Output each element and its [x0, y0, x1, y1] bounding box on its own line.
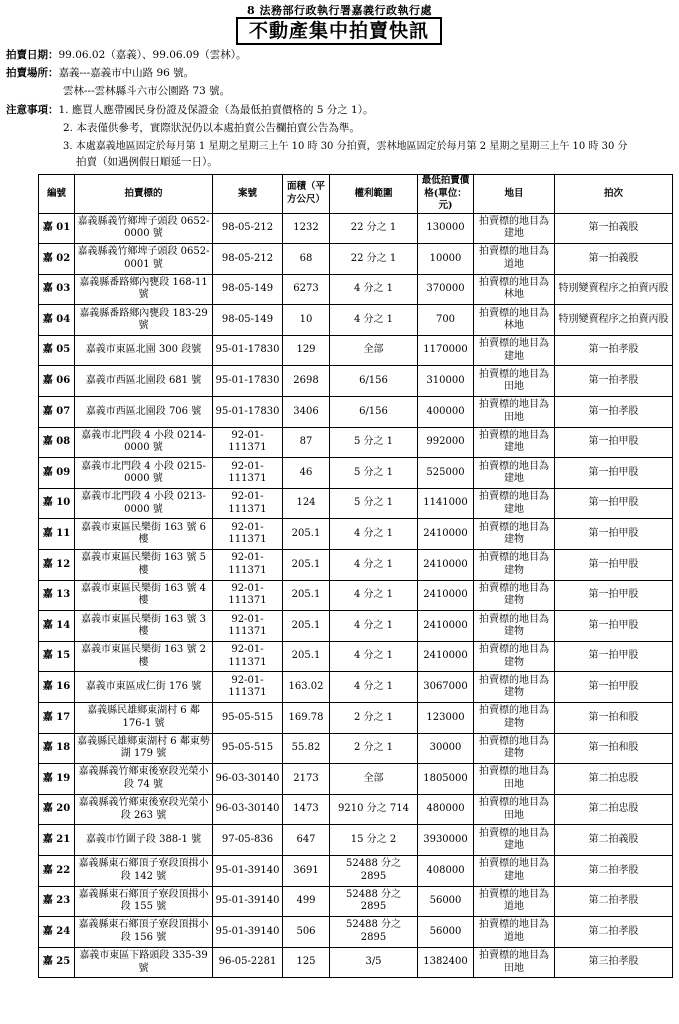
row-no: 嘉 13 — [39, 580, 75, 611]
row-item: 嘉義市西區北園段 706 號 — [75, 397, 213, 428]
row-area: 205.1 — [283, 641, 330, 672]
row-land: 拍賣標的地目為建物 — [474, 550, 555, 581]
row-case: 92-01-111371 — [213, 519, 283, 550]
auction-place-line1: 嘉義---嘉義市中山路 96 號。 — [58, 67, 195, 79]
auction-place — [6, 66, 194, 81]
row-rights: 4 分之 1 — [330, 641, 418, 672]
row-price: 525000 — [418, 458, 474, 489]
row-round: 第二拍孝股 — [555, 917, 673, 948]
table-row — [39, 886, 673, 917]
row-item: 嘉義縣番路鄉內甕段 168-11 號 — [75, 274, 213, 305]
row-land: 拍賣標的地目為田地 — [474, 397, 555, 428]
row-land: 拍賣標的地目為道地 — [474, 917, 555, 948]
row-land: 拍賣標的地目為建地 — [474, 825, 555, 856]
row-item: 嘉義縣番路鄉內甕段 183-29 號 — [75, 305, 213, 336]
row-item: 嘉義縣義竹鄉東後寮段光榮小段 263 號 — [75, 794, 213, 825]
row-land: 拍賣標的地目為道地 — [474, 244, 555, 275]
row-case: 95-01-39140 — [213, 917, 283, 948]
row-item: 嘉義縣民雄鄉東湖村 6 鄰 176-1 號 — [75, 703, 213, 734]
row-round: 第一拍甲股 — [555, 611, 673, 642]
table-row — [39, 366, 673, 397]
row-no: 嘉 04 — [39, 305, 75, 336]
row-price: 992000 — [418, 427, 474, 458]
row-area: 46 — [283, 458, 330, 489]
row-no: 嘉 09 — [39, 458, 75, 489]
row-area: 205.1 — [283, 580, 330, 611]
row-no: 嘉 16 — [39, 672, 75, 703]
row-round: 第一拍甲股 — [555, 458, 673, 489]
row-land: 拍賣標的地目為建地 — [474, 335, 555, 366]
row-price: 10000 — [418, 244, 474, 275]
row-land: 拍賣標的地目為田地 — [474, 947, 555, 978]
row-rights: 4 分之 1 — [330, 580, 418, 611]
row-item: 嘉義縣義竹鄉東後寮段光榮小段 74 號 — [75, 764, 213, 795]
row-price: 1141000 — [418, 488, 474, 519]
row-area: 87 — [283, 427, 330, 458]
row-round: 第二拍義股 — [555, 825, 673, 856]
table-row — [39, 274, 673, 305]
row-no: 嘉 03 — [39, 274, 75, 305]
row-no: 嘉 18 — [39, 733, 75, 764]
row-rights: 4 分之 1 — [330, 611, 418, 642]
auction-table — [38, 174, 673, 978]
row-item: 嘉義市東區民樂街 163 號 5 樓 — [75, 550, 213, 581]
table-row — [39, 641, 673, 672]
row-rights: 4 分之 1 — [330, 519, 418, 550]
row-land: 拍賣標的地目為建地 — [474, 488, 555, 519]
row-land: 拍賣標的地目為建物 — [474, 519, 555, 550]
row-area: 129 — [283, 335, 330, 366]
row-round: 第二拍忠股 — [555, 794, 673, 825]
row-rights: 6/156 — [330, 366, 418, 397]
row-case: 96-05-2281 — [213, 947, 283, 978]
row-case: 95-01-39140 — [213, 855, 283, 886]
table-row — [39, 947, 673, 978]
row-round: 第一拍和股 — [555, 703, 673, 734]
row-item: 嘉義市東區民樂街 163 號 4 樓 — [75, 580, 213, 611]
row-no: 嘉 17 — [39, 703, 75, 734]
row-rights: 4 分之 1 — [330, 305, 418, 336]
row-case: 98-05-212 — [213, 213, 283, 244]
row-item: 嘉義市西區北園段 681 號 — [75, 366, 213, 397]
row-price: 480000 — [418, 794, 474, 825]
auction-date-label: 拍賣日期： — [6, 49, 59, 61]
table-row — [39, 397, 673, 428]
row-rights: 6/156 — [330, 397, 418, 428]
row-price: 56000 — [418, 886, 474, 917]
row-land: 拍賣標的地目為林地 — [474, 305, 555, 336]
table-row — [39, 855, 673, 886]
row-round: 第三拍孝股 — [555, 947, 673, 978]
col-area-header: 面積（平方公尺） — [283, 175, 330, 214]
table-row — [39, 519, 673, 550]
row-item: 嘉義縣民雄鄉東湖村 6 鄰東勢湖 179 號 — [75, 733, 213, 764]
row-item: 嘉義市東區民樂街 163 號 3 樓 — [75, 611, 213, 642]
row-land: 拍賣標的地目為建地 — [474, 458, 555, 489]
row-round: 第一拍甲股 — [555, 488, 673, 519]
agency-name: 8 法務部行政執行署嘉義行政執行處 — [247, 4, 432, 17]
table-row — [39, 672, 673, 703]
row-no: 嘉 05 — [39, 335, 75, 366]
row-no: 嘉 15 — [39, 641, 75, 672]
row-item: 嘉義市東區下路頭段 335-39 號 — [75, 947, 213, 978]
row-round: 第一拍和股 — [555, 733, 673, 764]
row-round: 第一拍甲股 — [555, 580, 673, 611]
row-area: 2698 — [283, 366, 330, 397]
row-case: 96-03-30140 — [213, 794, 283, 825]
notes-label: 注意事項： — [6, 104, 59, 116]
table-row — [39, 488, 673, 519]
row-item: 嘉義縣東石鄉頂子寮段頂揖小段 156 號 — [75, 917, 213, 948]
row-rights: 9210 分之 714 — [330, 794, 418, 825]
row-price: 3930000 — [418, 825, 474, 856]
row-case: 96-03-30140 — [213, 764, 283, 795]
row-land: 拍賣標的地目為田地 — [474, 366, 555, 397]
row-round: 第二拍忠股 — [555, 764, 673, 795]
row-rights: 5 分之 1 — [330, 458, 418, 489]
row-rights: 15 分之 2 — [330, 825, 418, 856]
row-area: 169.78 — [283, 703, 330, 734]
row-round: 第一拍甲股 — [555, 641, 673, 672]
row-land: 拍賣標的地目為建物 — [474, 703, 555, 734]
row-no: 嘉 20 — [39, 794, 75, 825]
row-item: 嘉義縣義竹鄉埤子頭段 0652-0000 號 — [75, 213, 213, 244]
row-no: 嘉 01 — [39, 213, 75, 244]
row-price: 408000 — [418, 855, 474, 886]
row-item: 嘉義市東區民樂街 163 號 6 樓 — [75, 519, 213, 550]
row-round: 第一拍孝股 — [555, 397, 673, 428]
row-no: 嘉 08 — [39, 427, 75, 458]
row-rights: 22 分之 1 — [330, 213, 418, 244]
row-round: 第一拍甲股 — [555, 427, 673, 458]
row-land: 拍賣標的地目為建物 — [474, 733, 555, 764]
row-area: 205.1 — [283, 611, 330, 642]
row-area: 3691 — [283, 855, 330, 886]
row-round: 第一拍義股 — [555, 244, 673, 275]
row-price: 123000 — [418, 703, 474, 734]
row-round: 第一拍甲股 — [555, 672, 673, 703]
row-price: 1170000 — [418, 335, 474, 366]
row-item: 嘉義市北門段 4 小段 0215-0000 號 — [75, 458, 213, 489]
row-price: 3067000 — [418, 672, 474, 703]
auction-date-value: 99.06.02（嘉義）、99.06.09（雲林）。 — [58, 49, 247, 61]
col-price-header: 最低拍賣價格(單位：元) — [418, 175, 474, 214]
row-area: 647 — [283, 825, 330, 856]
table-row — [39, 244, 673, 275]
row-rights: 5 分之 1 — [330, 427, 418, 458]
row-round: 第一拍孝股 — [555, 366, 673, 397]
row-case: 92-01-111371 — [213, 550, 283, 581]
row-rights: 全部 — [330, 335, 418, 366]
row-land: 拍賣標的地目為建物 — [474, 672, 555, 703]
row-case: 95-01-17830 — [213, 335, 283, 366]
row-price: 56000 — [418, 917, 474, 948]
row-case: 95-01-17830 — [213, 397, 283, 428]
row-round: 第二拍孝股 — [555, 855, 673, 886]
table-row — [39, 550, 673, 581]
row-no: 嘉 11 — [39, 519, 75, 550]
row-land: 拍賣標的地目為田地 — [474, 794, 555, 825]
row-item: 嘉義市東區北園 300 段號 — [75, 335, 213, 366]
row-round: 特別變賣程序之拍賣丙股 — [555, 274, 673, 305]
row-area: 205.1 — [283, 519, 330, 550]
row-no: 嘉 21 — [39, 825, 75, 856]
row-case: 97-05-836 — [213, 825, 283, 856]
table-row — [39, 305, 673, 336]
row-rights: 3/5 — [330, 947, 418, 978]
col-no-header: 編號 — [39, 175, 75, 214]
row-rights: 52488 分之 2895 — [330, 917, 418, 948]
row-case: 98-05-212 — [213, 244, 283, 275]
row-price: 1805000 — [418, 764, 474, 795]
note-1: 1. 應買人應帶國民身份證及保證金（為最低拍賣價格的 5 分之 1）。 — [58, 104, 374, 116]
row-price: 2410000 — [418, 611, 474, 642]
table-row — [39, 458, 673, 489]
row-no: 嘉 25 — [39, 947, 75, 978]
row-land: 拍賣標的地目為建地 — [474, 855, 555, 886]
row-price: 2410000 — [418, 641, 474, 672]
row-land: 拍賣標的地目為建物 — [474, 641, 555, 672]
row-land: 拍賣標的地目為建物 — [474, 580, 555, 611]
table-row — [39, 335, 673, 366]
row-no: 嘉 23 — [39, 886, 75, 917]
table-row — [39, 764, 673, 795]
row-case: 95-05-515 — [213, 733, 283, 764]
row-land: 拍賣標的地目為建地 — [474, 213, 555, 244]
row-case: 98-05-149 — [213, 274, 283, 305]
col-item-header: 拍賣標的 — [75, 175, 213, 214]
row-case: 92-01-111371 — [213, 672, 283, 703]
row-case: 92-01-111371 — [213, 488, 283, 519]
row-price: 2410000 — [418, 580, 474, 611]
row-item: 嘉義縣東石鄉頂子寮段頂揖小段 142 號 — [75, 855, 213, 886]
row-area: 2173 — [283, 764, 330, 795]
row-price: 370000 — [418, 274, 474, 305]
row-area: 10 — [283, 305, 330, 336]
table-row — [39, 611, 673, 642]
row-no: 嘉 10 — [39, 488, 75, 519]
auction-place-label: 拍賣場所： — [6, 67, 59, 79]
col-round-header: 拍次 — [555, 175, 673, 214]
auction-place-line2: 雲林---雲林縣斗六市公園路 73 號。 — [63, 85, 231, 97]
row-rights: 5 分之 1 — [330, 488, 418, 519]
row-no: 嘉 06 — [39, 366, 75, 397]
notes — [6, 103, 373, 118]
table-row — [39, 580, 673, 611]
row-price: 2410000 — [418, 550, 474, 581]
row-area: 499 — [283, 886, 330, 917]
row-no: 嘉 07 — [39, 397, 75, 428]
row-rights: 4 分之 1 — [330, 672, 418, 703]
row-land: 拍賣標的地目為道地 — [474, 886, 555, 917]
row-case: 98-05-149 — [213, 305, 283, 336]
row-rights: 4 分之 1 — [330, 550, 418, 581]
row-price: 310000 — [418, 366, 474, 397]
row-case: 95-01-39140 — [213, 886, 283, 917]
row-round: 特別變賣程序之拍賣丙股 — [555, 305, 673, 336]
row-no: 嘉 19 — [39, 764, 75, 795]
row-area: 1232 — [283, 213, 330, 244]
row-land: 拍賣標的地目為建地 — [474, 427, 555, 458]
row-area: 124 — [283, 488, 330, 519]
row-round: 第二拍孝股 — [555, 886, 673, 917]
row-no: 嘉 24 — [39, 917, 75, 948]
row-land: 拍賣標的地目為建物 — [474, 611, 555, 642]
table-header-row — [39, 175, 673, 214]
row-area: 506 — [283, 917, 330, 948]
row-no: 嘉 14 — [39, 611, 75, 642]
row-area: 1473 — [283, 794, 330, 825]
row-item: 嘉義縣義竹鄉埤子頭段 0652-0001 號 — [75, 244, 213, 275]
row-rights: 4 分之 1 — [330, 274, 418, 305]
row-item: 嘉義縣東石鄉頂子寮段頂揖小段 155 號 — [75, 886, 213, 917]
note-3a: 3. 本處嘉義地區固定於每月第 1 星期之星期三上午 10 時 30 分拍賣，雲林地區固定於每月第 2 星期之星期三上午 10 時 30 分 — [63, 141, 628, 152]
row-land: 拍賣標的地目為田地 — [474, 764, 555, 795]
table-row — [39, 703, 673, 734]
table-row — [39, 794, 673, 825]
table-body — [39, 213, 673, 978]
col-land-header: 地目 — [474, 175, 555, 214]
row-round: 第一拍孝股 — [555, 335, 673, 366]
row-case: 92-01-111371 — [213, 641, 283, 672]
row-item: 嘉義市北門段 4 小段 0213-0000 號 — [75, 488, 213, 519]
row-case: 95-01-17830 — [213, 366, 283, 397]
row-round: 第一拍甲股 — [555, 550, 673, 581]
row-rights: 52488 分之 2895 — [330, 855, 418, 886]
row-round: 第一拍義股 — [555, 213, 673, 244]
note-2: 2. 本表僅供參考，實際狀況仍以本處拍賣公告欄拍賣公告為準。 — [63, 122, 360, 134]
row-no: 嘉 02 — [39, 244, 75, 275]
row-item: 嘉義市東區民樂街 163 號 2 樓 — [75, 641, 213, 672]
table-row — [39, 917, 673, 948]
row-case: 92-01-111371 — [213, 580, 283, 611]
row-rights: 22 分之 1 — [330, 244, 418, 275]
row-land: 拍賣標的地目為林地 — [474, 274, 555, 305]
row-rights: 2 分之 1 — [330, 733, 418, 764]
row-round: 第一拍甲股 — [555, 519, 673, 550]
table-row — [39, 213, 673, 244]
col-rights-header: 權利範圍 — [330, 175, 418, 214]
row-rights: 2 分之 1 — [330, 703, 418, 734]
col-case-header: 案號 — [213, 175, 283, 214]
table-row — [39, 733, 673, 764]
row-rights: 全部 — [330, 764, 418, 795]
row-area: 6273 — [283, 274, 330, 305]
row-price: 700 — [418, 305, 474, 336]
table-row — [39, 825, 673, 856]
row-price: 1382400 — [418, 947, 474, 978]
row-case: 95-05-515 — [213, 703, 283, 734]
auction-date — [6, 48, 247, 63]
row-area: 125 — [283, 947, 330, 978]
row-rights: 52488 分之 2895 — [330, 886, 418, 917]
row-price: 2410000 — [418, 519, 474, 550]
row-price: 400000 — [418, 397, 474, 428]
row-case: 92-01-111371 — [213, 611, 283, 642]
row-item: 嘉義市北門段 4 小段 0214-0000 號 — [75, 427, 213, 458]
row-no: 嘉 22 — [39, 855, 75, 886]
row-item: 嘉義市竹圍子段 388-1 號 — [75, 825, 213, 856]
page-title: 不動產集中拍賣快訊 — [236, 17, 442, 45]
row-price: 30000 — [418, 733, 474, 764]
row-item: 嘉義市東區成仁街 176 號 — [75, 672, 213, 703]
row-area: 68 — [283, 244, 330, 275]
row-price: 130000 — [418, 213, 474, 244]
row-case: 92-01-111371 — [213, 427, 283, 458]
table-row — [39, 427, 673, 458]
row-area: 3406 — [283, 397, 330, 428]
row-case: 92-01-111371 — [213, 458, 283, 489]
row-area: 205.1 — [283, 550, 330, 581]
row-area: 55.82 — [283, 733, 330, 764]
note-3b: 拍賣（如遇例假日順延一日）。 — [76, 156, 218, 168]
row-no: 嘉 12 — [39, 550, 75, 581]
row-area: 163.02 — [283, 672, 330, 703]
